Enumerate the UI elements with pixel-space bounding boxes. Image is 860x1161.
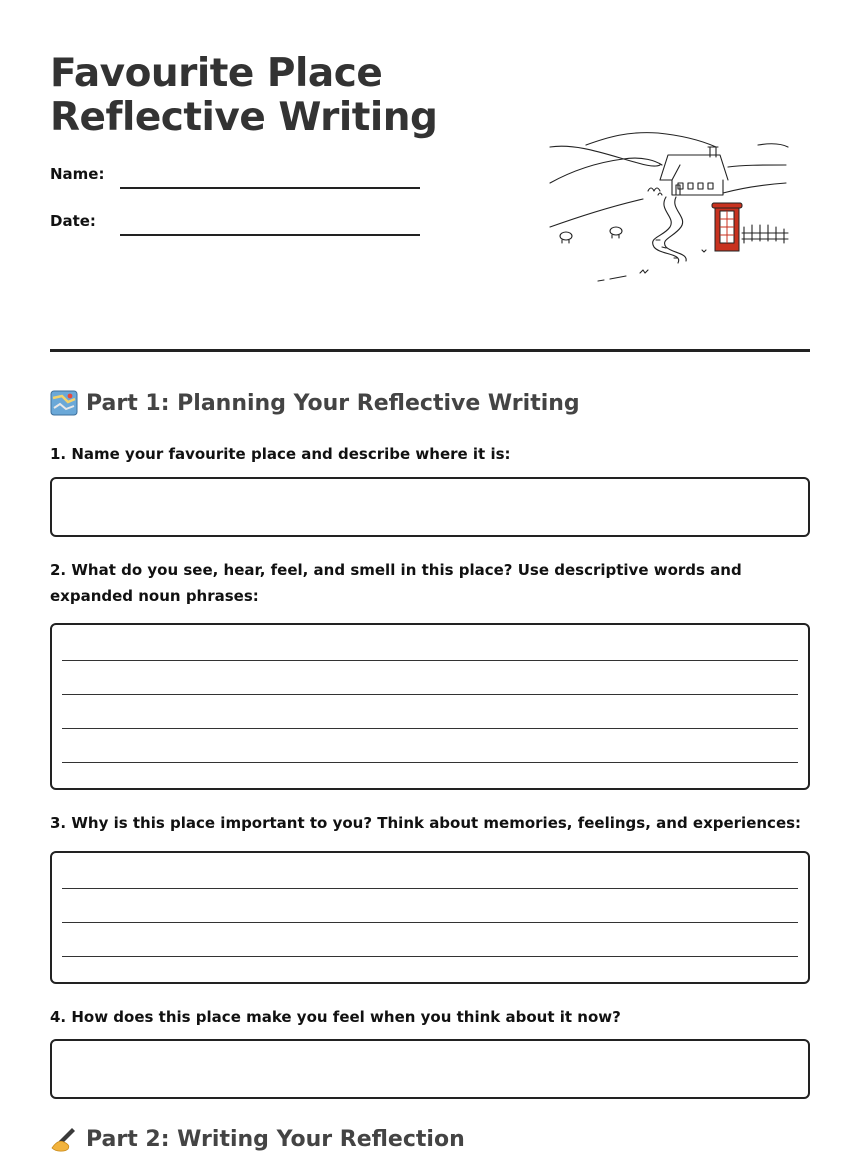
writing-line — [62, 660, 798, 661]
worksheet-title — [50, 52, 437, 140]
title-line-2: Reflective Writing — [50, 95, 438, 140]
writing-line — [62, 694, 798, 695]
question-1: 1. Name your favourite place and describe where it is: — [50, 445, 511, 463]
writing-line — [62, 888, 798, 889]
writing-line — [62, 922, 798, 923]
title-line-1: Favourite Place — [50, 51, 383, 96]
date-label: Date: — [50, 212, 96, 230]
answer-box-2[interactable] — [50, 623, 810, 790]
writing-line — [62, 728, 798, 729]
answer-box-3[interactable] — [50, 851, 810, 984]
part2-heading — [50, 1126, 465, 1152]
writing-hand-icon — [50, 1126, 78, 1152]
map-icon — [50, 390, 78, 416]
name-field[interactable] — [120, 187, 420, 189]
answer-box-4[interactable] — [50, 1039, 810, 1099]
countryside-cottage-illustration — [548, 125, 792, 290]
question-2: 2. What do you see, hear, feel, and smell in this place? Use descriptive words and expanded noun phrases: — [50, 561, 742, 605]
worksheet-page — [50, 0, 810, 1161]
answer-box-1[interactable] — [50, 477, 810, 537]
part1-heading — [50, 390, 580, 416]
question-4: 4. How does this place make you feel when you think about it now? — [50, 1008, 621, 1026]
date-field[interactable] — [120, 234, 420, 236]
part2-heading-text: Part 2: Writing Your Reflection — [86, 1126, 465, 1152]
writing-line — [62, 762, 798, 763]
question-3: 3. Why is this place important to you? Think about memories, feelings, and experiences: — [50, 814, 802, 832]
part1-heading-text: Part 1: Planning Your Reflective Writing — [86, 390, 580, 416]
name-label: Name: — [50, 165, 105, 183]
section-divider — [50, 349, 810, 352]
writing-line — [62, 956, 798, 957]
